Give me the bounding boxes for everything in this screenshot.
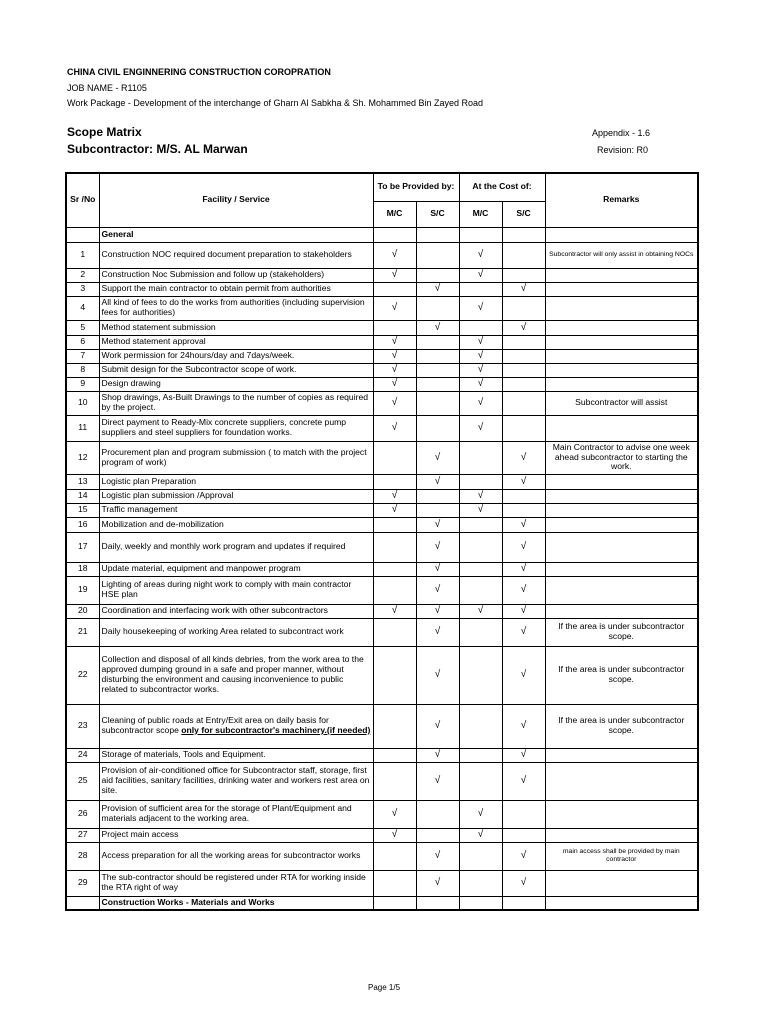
company-name: CHINA CIVIL ENGINNERING CONSTRUCTION COROPRATION [67,67,331,77]
row-description [99,489,373,503]
provided-sc-check: √ [416,870,459,896]
provided-sc-check [416,268,459,282]
provided-mc-check: √ [373,415,416,441]
row-description [99,474,373,489]
row-remark [545,748,698,762]
table-row [66,363,698,377]
row-number: 16 [66,517,99,532]
row-number: 14 [66,489,99,503]
provided-sc-check: √ [416,704,459,748]
row-number: 23 [66,704,99,748]
row-remark [545,762,698,800]
provided-sc-check: √ [416,562,459,576]
row-description [99,604,373,618]
provided-mc-check: √ [373,363,416,377]
row-number: 12 [66,441,99,474]
row-description [99,268,373,282]
cost-mc-check [459,441,502,474]
row-remark [545,282,698,296]
provided-mc-check: √ [373,391,416,415]
row-description-text: Storage of materials, Tools and Equipment. [101,749,266,760]
table-row [66,268,698,282]
row-remark [545,320,698,335]
col-cost-header: At the Cost of: [459,173,545,201]
provided-mc-check [373,320,416,335]
provided-sc-check [416,489,459,503]
provided-sc-check: √ [416,282,459,296]
row-remark [545,363,698,377]
row-number: 2 [66,268,99,282]
row-number: 7 [66,349,99,363]
provided-mc-check: √ [373,489,416,503]
row-description [99,762,373,800]
col-remarks-header: Remarks [545,173,698,227]
row-description-text: Procurement plan and program submission ( to match with the project program of work) [101,446,367,467]
cost-mc-check [459,320,502,335]
provided-sc-check [416,363,459,377]
row-description-text: Lighting of areas during night work to comply with main contractor HSE plan [101,579,352,599]
cost-mc-check: √ [459,489,502,503]
row-number: 20 [66,604,99,618]
table-row [66,349,698,363]
provided-sc-check: √ [416,646,459,704]
table-row [66,646,698,704]
provided-sc-check [416,415,459,441]
col-facility-header: Facility / Service [99,173,373,227]
row-description [99,377,373,391]
cost-mc-check: √ [459,242,502,268]
cost-sc-check [502,415,545,441]
row-description-text: Method statement approval [101,336,206,347]
row-description-text: Support the main contractor to obtain permit from authorities [101,283,331,294]
provided-mc-check: √ [373,296,416,320]
row-number: 4 [66,296,99,320]
provided-mc-check [373,562,416,576]
provided-mc-check: √ [373,604,416,618]
row-remark [545,503,698,517]
row-description [99,517,373,532]
cost-mc-check: √ [459,391,502,415]
table-row [66,503,698,517]
row-description-text: The sub-contractor should be registered under RTA for working inside the RTA right of way [101,872,366,892]
sub-header-sc-cost: S/C [502,201,545,227]
cost-sc-check: √ [502,320,545,335]
cost-sc-check: √ [502,748,545,762]
row-number: 25 [66,762,99,800]
table-row [66,391,698,415]
provided-mc-check: √ [373,349,416,363]
row-number: 11 [66,415,99,441]
row-number: 17 [66,532,99,562]
work-package: Work Package - Development of the interchange of Gharn Al Sabkha & Sh. Mohammed Bin Zayed Road [67,98,484,108]
scope-matrix-table [65,172,699,911]
row-description-text: Design drawing [101,378,161,389]
provided-sc-check: √ [416,762,459,800]
job-name: JOB NAME - R1105 [67,83,147,93]
provided-mc-check: √ [373,335,416,349]
row-remark [545,870,698,896]
provided-sc-check [416,296,459,320]
row-remark: main access shall be provided by main contractor [545,842,698,870]
row-number: 6 [66,335,99,349]
cost-sc-check [502,296,545,320]
cost-sc-check [502,503,545,517]
provided-sc-check [416,242,459,268]
row-remark [545,377,698,391]
table-row [66,562,698,576]
row-description [99,562,373,576]
row-description-text: Submit design for the Subcontractor scope of work. [101,364,297,375]
table-row [66,604,698,618]
provided-mc-check [373,517,416,532]
row-remark: Subcontractor will only assist in obtaining NOCs [545,242,698,268]
provided-sc-check [416,349,459,363]
table-row [66,870,698,896]
cost-mc-check: √ [459,415,502,441]
table-row [66,800,698,828]
row-description [99,391,373,415]
row-description [99,748,373,762]
sub-header-mc-cost: M/C [459,201,502,227]
provided-mc-check [373,646,416,704]
provided-sc-check [416,828,459,842]
row-remark: If the area is under subcontractor scope. [545,704,698,748]
table-row [66,842,698,870]
row-description-text: Construction Noc Submission and follow up (stakeholders) [101,269,325,280]
row-description [99,828,373,842]
row-number: 26 [66,800,99,828]
cost-mc-check [459,517,502,532]
provided-mc-check: √ [373,268,416,282]
row-remark [545,532,698,562]
section-construction-label: Construction Works - Materials and Works [99,896,373,910]
sub-header-mc-provided: M/C [373,201,416,227]
row-number: 22 [66,646,99,704]
table-row [66,335,698,349]
cost-sc-check: √ [502,646,545,704]
cost-sc-check: √ [502,532,545,562]
cost-mc-check: √ [459,349,502,363]
table-row [66,618,698,646]
provided-sc-check: √ [416,517,459,532]
cost-mc-check [459,870,502,896]
row-remark [545,562,698,576]
cost-mc-check: √ [459,828,502,842]
row-remark: If the area is under subcontractor scope. [545,618,698,646]
row-description [99,415,373,441]
row-description-text: Project main access [101,829,179,840]
scope-title: Scope Matrix [67,125,142,139]
row-description-text: Logistic plan Preparation [101,475,197,486]
cost-mc-check: √ [459,335,502,349]
row-description [99,363,373,377]
row-description-text: Method statement submission [101,321,216,332]
table-row [66,748,698,762]
row-description-text: Daily, weekly and monthly work program and updates if required [101,541,346,552]
cost-mc-check: √ [459,363,502,377]
section-row-construction [66,896,698,910]
cost-sc-check: √ [502,576,545,604]
provided-mc-check [373,532,416,562]
cost-sc-check [502,489,545,503]
row-description [99,335,373,349]
row-number: 9 [66,377,99,391]
row-remark [545,604,698,618]
cost-sc-check [502,391,545,415]
cost-mc-check [459,562,502,576]
cost-sc-check: √ [502,704,545,748]
cost-mc-check [459,646,502,704]
row-description [99,349,373,363]
row-number: 3 [66,282,99,296]
table-row [66,474,698,489]
cost-mc-check [459,704,502,748]
row-remark: Subcontractor will assist [545,391,698,415]
row-number: 18 [66,562,99,576]
row-description [99,800,373,828]
row-number: 21 [66,618,99,646]
cost-mc-check [459,282,502,296]
table-row [66,320,698,335]
row-description [99,704,373,748]
appendix-label: Appendix - 1.6 [592,128,651,138]
cost-sc-check [502,363,545,377]
row-description [99,441,373,474]
row-description [99,842,373,870]
cost-sc-check [502,377,545,391]
row-description-text: Coordination and interfacing work with other subcontractors [101,605,328,616]
row-description [99,503,373,517]
cost-sc-check [502,268,545,282]
table-row [66,377,698,391]
cost-sc-check: √ [502,762,545,800]
row-description [99,532,373,562]
table-row [66,828,698,842]
row-description-text: Work permission for 24hours/day and 7days/week. [101,350,295,361]
provided-mc-check [373,474,416,489]
row-description [99,320,373,335]
col-provided-header: To be Provided by: [373,173,459,201]
table-row [66,415,698,441]
row-description-text: Direct payment to Ready-Mix concrete suppliers, concrete pump suppliers and steel suppliers for foundation works. [101,417,347,437]
row-description [99,296,373,320]
table-row [66,441,698,474]
cost-sc-check: √ [502,870,545,896]
row-description-text: Traffic management [101,504,178,515]
row-number: 10 [66,391,99,415]
provided-mc-check [373,870,416,896]
row-remark [545,335,698,349]
provided-sc-check: √ [416,532,459,562]
provided-mc-check: √ [373,242,416,268]
row-description-text: Logistic plan submission /Approval [101,490,234,501]
cost-sc-check [502,335,545,349]
provided-mc-check: √ [373,377,416,391]
cost-mc-check: √ [459,503,502,517]
row-remark [545,349,698,363]
provided-mc-check [373,282,416,296]
row-remark [545,296,698,320]
cost-mc-check [459,576,502,604]
cost-mc-check: √ [459,377,502,391]
row-remark [545,415,698,441]
row-remark: If the area is under subcontractor scope. [545,646,698,704]
row-number: 13 [66,474,99,489]
cost-sc-check [502,828,545,842]
provided-mc-check [373,618,416,646]
cost-mc-check: √ [459,296,502,320]
row-description [99,282,373,296]
section-general-label: General [99,227,373,242]
table-row [66,576,698,604]
row-remark [545,489,698,503]
col-srno-header: Sr /No [66,173,99,227]
row-number: 27 [66,828,99,842]
row-number: 29 [66,870,99,896]
provided-sc-check [416,391,459,415]
provided-mc-check [373,842,416,870]
provided-sc-check: √ [416,474,459,489]
cost-sc-check: √ [502,282,545,296]
table-row [66,282,698,296]
table-row [66,517,698,532]
revision-label: Revision: R0 [597,145,649,155]
row-remark [545,517,698,532]
table-row [66,532,698,562]
cost-mc-check [459,474,502,489]
cost-sc-check [502,349,545,363]
row-description-text: Daily housekeeping of working Area related to subcontract work [101,626,344,637]
provided-sc-check [416,800,459,828]
cost-mc-check [459,532,502,562]
cost-sc-check: √ [502,441,545,474]
cost-mc-check [459,762,502,800]
provided-sc-check: √ [416,618,459,646]
page-number: Page 1/5 [367,983,401,992]
provided-mc-check [373,576,416,604]
cost-sc-check: √ [502,618,545,646]
cost-mc-check: √ [459,268,502,282]
row-remark [545,800,698,828]
provided-sc-check: √ [416,604,459,618]
cost-sc-check: √ [502,517,545,532]
row-description-text: Mobilization and de-mobilization [101,518,224,529]
table-row [66,296,698,320]
row-description [99,576,373,604]
cost-sc-check [502,242,545,268]
row-description-text: Collection and disposal of all kinds debries, from the work area to the approved dumping ground in a safe and proper manner, without disturbing the environment and causing inconvenience to public related to subcontractor works. [101,654,364,694]
row-description [99,870,373,896]
row-description-text: Shop drawings, As-Built Drawings to the number of copies as required by the project. [101,392,369,412]
row-description-text: Access preparation for all the working areas for subcontractor works [101,850,361,861]
row-description-text: Update material, equipment and manpower program [101,563,301,574]
row-number: 24 [66,748,99,762]
cost-mc-check [459,842,502,870]
row-number: 19 [66,576,99,604]
row-description [99,646,373,704]
cost-sc-check: √ [502,562,545,576]
sub-header-sc-provided: S/C [416,201,459,227]
row-description-emphasis: only for subcontractor's machinery.(if needed) [181,725,371,735]
row-description-text: Provision of air-conditioned office for Subcontractor staff, storage, first aid facilities, sanitary facilities, drinking water and workers rest area on site. [101,765,370,795]
row-description-text: Cleaning of public roads at Entry/Exit area on daily basis for subcontractor scope [101,715,329,735]
provided-mc-check: √ [373,503,416,517]
provided-sc-check: √ [416,320,459,335]
row-remark [545,474,698,489]
provided-sc-check [416,503,459,517]
cost-sc-check: √ [502,474,545,489]
row-number: 1 [66,242,99,268]
row-description-text: Provision of sufficient area for the storage of Plant/Equipment and materials adjacent to the working area. [101,803,352,823]
cost-mc-check [459,748,502,762]
section-row-general [66,227,698,242]
subcontractor-title: Subcontractor: M/S. AL Marwan [67,142,248,156]
row-remark [545,828,698,842]
row-description-text: All kind of fees to do the works from authorities (including supervision fees for authorities) [101,297,365,317]
provided-mc-check: √ [373,800,416,828]
cost-sc-check: √ [502,842,545,870]
provided-mc-check [373,762,416,800]
row-number: 15 [66,503,99,517]
provided-mc-check [373,748,416,762]
table-row [66,242,698,268]
provided-sc-check: √ [416,441,459,474]
row-remark: Main Contractor to advise one week ahead subcontractor to starting the work. [545,441,698,474]
provided-sc-check: √ [416,748,459,762]
provided-sc-check: √ [416,576,459,604]
provided-mc-check [373,704,416,748]
row-remark [545,268,698,282]
cost-mc-check [459,618,502,646]
row-number: 8 [66,363,99,377]
row-description [99,242,373,268]
table-row [66,704,698,748]
row-number: 28 [66,842,99,870]
row-remark [545,576,698,604]
cost-sc-check [502,800,545,828]
cost-mc-check: √ [459,800,502,828]
table-row [66,489,698,503]
row-number: 5 [66,320,99,335]
row-description [99,618,373,646]
cost-mc-check: √ [459,604,502,618]
provided-mc-check [373,441,416,474]
table-row [66,762,698,800]
row-description-text: Construction NOC required document preparation to stakeholders [101,249,352,260]
cost-sc-check: √ [502,604,545,618]
provided-sc-check: √ [416,842,459,870]
provided-mc-check: √ [373,828,416,842]
provided-sc-check [416,377,459,391]
provided-sc-check [416,335,459,349]
